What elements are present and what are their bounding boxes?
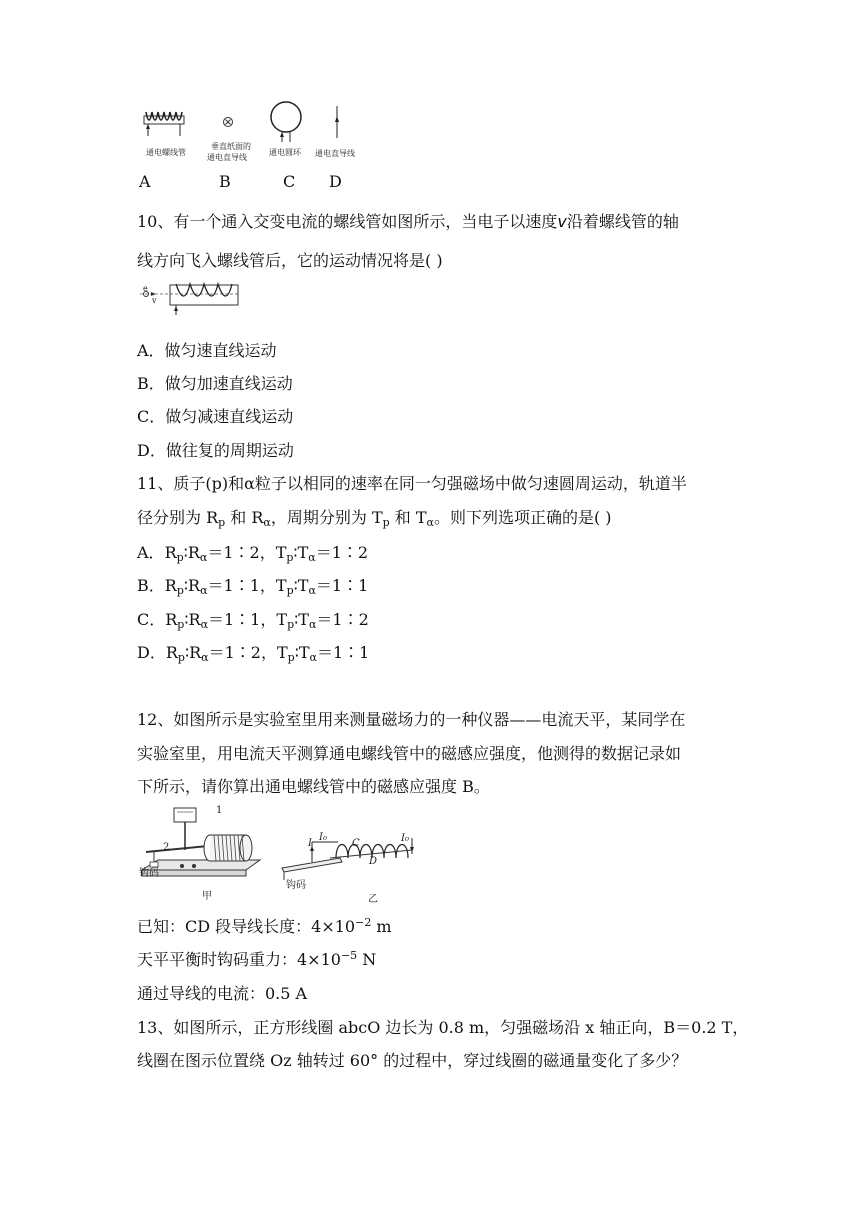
q11-sub: p bbox=[286, 584, 294, 597]
q10-option-a: A．做匀速直线运动 bbox=[137, 341, 277, 360]
q11-sub: p bbox=[177, 651, 185, 664]
q11-colon: ∶ bbox=[184, 610, 189, 629]
q12-given1-text: 已知：CD 段导线长度：4×10 bbox=[137, 917, 356, 936]
q11-opt-letter: B． bbox=[137, 576, 165, 595]
q12-stem-line2: 实验室里，用电流天平测算通电螺线管中的磁感应强度，他测得的数据记录如 bbox=[137, 744, 682, 763]
current-into-page-figure-b bbox=[222, 116, 234, 128]
q9-label-b2: 通电直导线 bbox=[207, 153, 247, 162]
q11-t4: 和 T bbox=[394, 508, 427, 527]
q12-fig-jia: 甲 bbox=[202, 891, 212, 902]
q11-T: T bbox=[276, 610, 288, 629]
q11-colon: ∶ bbox=[294, 610, 299, 629]
q10-stem-line1 bbox=[137, 209, 679, 232]
q11-R: R bbox=[189, 643, 202, 662]
q11-t-ratio: ＝1∶2 bbox=[315, 543, 369, 562]
q12-fig-C: C bbox=[352, 838, 360, 849]
q12-given1-exp: −2 bbox=[355, 916, 372, 929]
q11-sub: α bbox=[308, 618, 317, 631]
q10-option-d: D．做往复的周期运动 bbox=[137, 441, 294, 460]
q11-opt-letter: A． bbox=[137, 543, 165, 562]
q9-label-d: 通电直导线 bbox=[315, 149, 355, 158]
q11-T: T bbox=[298, 610, 309, 629]
q11-colon: ∶ bbox=[293, 543, 298, 562]
q11-sub-a1: α bbox=[263, 516, 271, 529]
straight-wire-figure-d bbox=[332, 104, 342, 140]
q11-option-b bbox=[137, 573, 368, 597]
q11-colon: ∶ bbox=[184, 643, 190, 662]
q11-colon: ∶ bbox=[183, 576, 189, 595]
q11-colon: ∶ bbox=[294, 643, 299, 662]
q12-given2-exp: −5 bbox=[340, 949, 358, 962]
q12-fig-D: D bbox=[369, 856, 378, 867]
q10-option-b: B．做匀加速直线运动 bbox=[137, 374, 293, 393]
q11-sub: p bbox=[287, 651, 295, 664]
q11-t2: 和 R bbox=[230, 508, 264, 527]
q11-sub: α bbox=[200, 584, 208, 597]
q11-T: T bbox=[298, 643, 310, 662]
q11-sub: p bbox=[286, 551, 294, 564]
q11-stem-line2 bbox=[137, 505, 612, 529]
q11-sub-p2: p bbox=[382, 516, 390, 529]
q11-R: R bbox=[164, 576, 177, 595]
q10-fig-e: e bbox=[143, 284, 148, 293]
q11-sub: p bbox=[176, 551, 184, 564]
q11-sub: p bbox=[177, 618, 185, 631]
q12-stem-line3: 下所示，请你算出通电螺线管中的磁感应强度 B。 bbox=[137, 777, 490, 796]
q11-comma: ， bbox=[259, 576, 276, 595]
q11-comma: ， bbox=[260, 643, 277, 662]
q10-text-a: 10、有一个通入交变电流的螺线管如图所示，当电子以速度 bbox=[137, 212, 558, 231]
q11-t3: ，周期分别为 T bbox=[270, 508, 383, 527]
q11-sub-p1: p bbox=[218, 516, 226, 529]
q11-sub: α bbox=[308, 584, 316, 597]
q10-option-c: C．做匀减速直线运动 bbox=[137, 407, 294, 426]
current-ring-figure-c bbox=[268, 100, 304, 144]
q11-R: R bbox=[188, 576, 201, 595]
q10-text-b: 沿着螺线管的轴 bbox=[566, 212, 679, 231]
q12-given2-text: 天平平衡时钩码重力：4×10 bbox=[137, 950, 341, 969]
q13-stem-line1: 13、如图所示，正方形线圈 abcO 边长为 0.8 m，匀强磁场沿 x 轴正向，B＝0.2 T， bbox=[137, 1018, 749, 1037]
current-balance-figure-yi bbox=[280, 832, 416, 882]
q11-sub: α bbox=[201, 651, 209, 664]
solenoid-figure-a bbox=[140, 104, 190, 144]
q11-T: T bbox=[297, 576, 309, 595]
q12-fig-I0b: I₀ bbox=[401, 833, 409, 844]
q12-fig-gouma1: 钩码 bbox=[139, 868, 159, 879]
q11-R: R bbox=[165, 643, 178, 662]
q11-T: T bbox=[297, 543, 309, 562]
q11-t5: 。则下列选项正确的是( ) bbox=[433, 508, 612, 527]
q11-R: R bbox=[165, 610, 178, 629]
q11-opt-letter: D． bbox=[137, 643, 166, 662]
q10-stem-line2: 线方向飞入螺线管后，它的运动情况将是( ) bbox=[137, 251, 443, 270]
q11-sub: α bbox=[199, 551, 208, 564]
q11-T: T bbox=[276, 643, 288, 662]
q11-option-c bbox=[137, 607, 369, 631]
q9-option-b: B bbox=[219, 172, 231, 191]
q11-t1: 径分别为 R bbox=[137, 508, 219, 527]
q11-comma: ， bbox=[259, 543, 276, 562]
q11-t-ratio: ＝1∶1 bbox=[316, 643, 370, 662]
q11-colon: ∶ bbox=[293, 576, 298, 595]
q11-colon: ∶ bbox=[183, 543, 188, 562]
q11-t-ratio: ＝1∶2 bbox=[316, 610, 369, 629]
q9-label-b1: 垂直纸面的 bbox=[211, 142, 251, 151]
q11-r-ratio: ＝1∶1 bbox=[207, 576, 260, 595]
q9-label-c: 通电圆环 bbox=[269, 148, 301, 157]
q11-sub: α bbox=[308, 551, 316, 564]
q11-sub-a2: α bbox=[426, 516, 434, 529]
q11-comma: ， bbox=[260, 610, 277, 629]
q12-fig-I0a: I₀ bbox=[319, 832, 327, 843]
q11-sub: p bbox=[287, 618, 295, 631]
q11-R: R bbox=[188, 610, 201, 629]
q11-r-ratio: ＝1∶2 bbox=[207, 543, 260, 562]
q11-T: T bbox=[275, 543, 287, 562]
q12-fig-n2: 2 bbox=[163, 842, 170, 853]
q11-opt-letter: C． bbox=[137, 610, 166, 629]
q12-stem-line1: 12、如图所示是实验室里用来测量磁场力的一种仪器——电流天平，某同学在 bbox=[137, 710, 686, 729]
q11-sub: α bbox=[200, 618, 208, 631]
q13-stem-line2: 线圈在图示位置绕 Oz 轴转过 60° 的过程中，穿过线圈的磁通量变化了多少？ bbox=[137, 1051, 688, 1070]
q11-T: T bbox=[275, 576, 287, 595]
q9-option-c: C bbox=[283, 172, 296, 191]
q12-fig-yi: 乙 bbox=[368, 894, 378, 905]
q11-sub: p bbox=[176, 584, 184, 597]
q11-stem-line1: 11、质子(p)和α粒子以相同的速率在同一匀强磁场中做匀速圆周运动，轨道半 bbox=[137, 474, 687, 493]
q11-option-a bbox=[137, 540, 368, 564]
q12-fig-I: I bbox=[308, 838, 312, 849]
q12-fig-gouma2: 钩码 bbox=[286, 880, 306, 891]
q12-given-3: 通过导线的电流：0.5 A bbox=[137, 984, 308, 1003]
q12-fig-n1: 1 bbox=[216, 805, 223, 816]
q10-fig-v: v bbox=[152, 296, 157, 305]
q11-t-ratio: ＝1∶1 bbox=[315, 576, 369, 595]
q12-given-1 bbox=[137, 914, 392, 937]
q12-given2-unit: N bbox=[357, 950, 377, 969]
q9-option-a: A bbox=[139, 172, 151, 191]
q10-var-v: v bbox=[557, 212, 567, 231]
q11-option-d bbox=[137, 640, 369, 664]
q12-given-2 bbox=[137, 947, 376, 970]
q9-option-d: D bbox=[329, 172, 342, 191]
q11-R: R bbox=[187, 543, 200, 562]
q11-sub: α bbox=[309, 651, 317, 664]
q11-r-ratio: ＝1∶2 bbox=[208, 643, 261, 662]
q12-given1-unit: m bbox=[371, 917, 392, 936]
q11-R: R bbox=[164, 543, 177, 562]
q11-r-ratio: ＝1∶1 bbox=[208, 610, 261, 629]
q9-label-a: 通电螺线管 bbox=[146, 148, 186, 157]
